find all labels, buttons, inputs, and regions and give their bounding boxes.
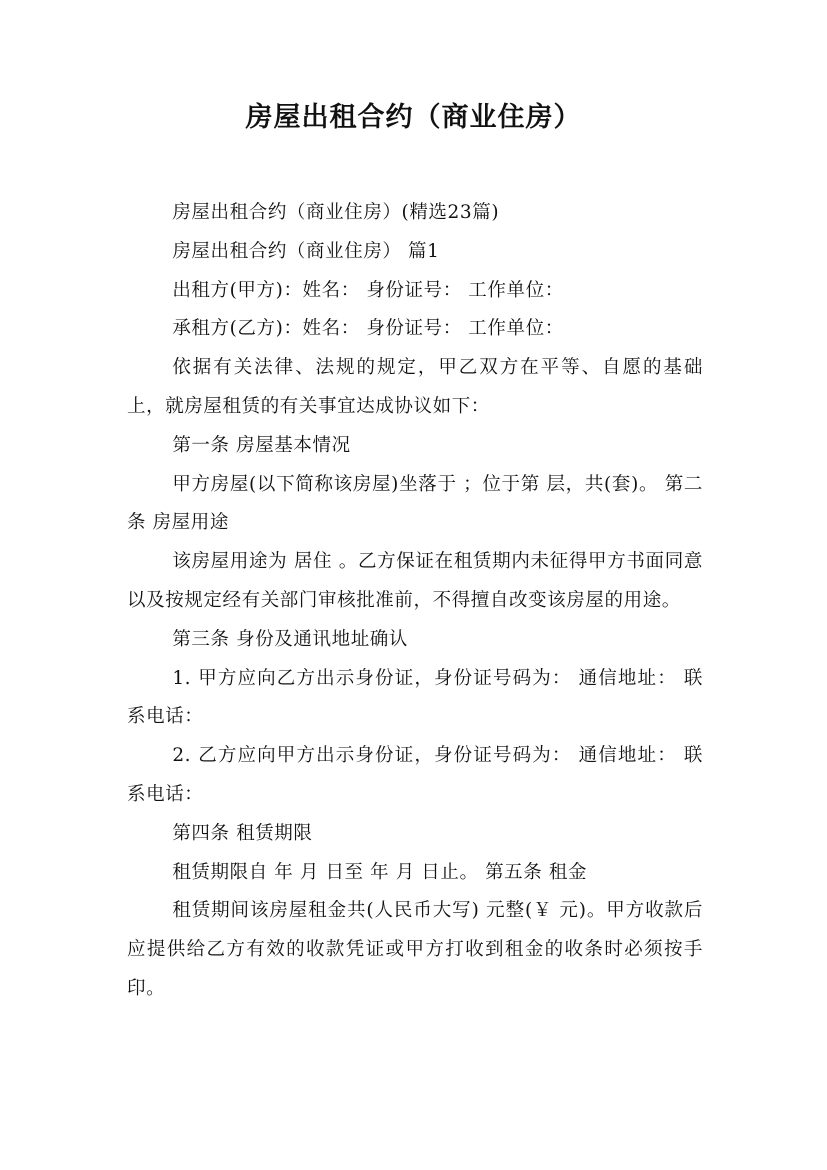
document-body [127,194,703,1009]
paragraph-article-5-body: 租赁期间该房屋租金共(人民币大写) 元整(￥ 元)。甲方收款后应提供给乙方有效的收款凭证或甲方打收到租金的收条时必须按手印。 [127,900,703,999]
paragraph-article-4-heading: 第四条 租赁期限 [172,822,313,844]
paragraph-article-1-heading: 第一条 房屋基本情况 [172,434,351,456]
paragraph-article-1-body: 甲方房屋(以下简称该房屋)坐落于 ；位于第 层，共(套)。 第二条 房屋用途 [127,473,703,534]
paragraph-article-3-heading: 第三条 身份及通讯地址确认 [172,628,408,650]
paragraph-section-heading: 房屋出租合约（商业住房） 篇1 [172,240,440,262]
paragraph-lessee: 承租方(乙方)：姓名： 身份证号： 工作单位： [172,318,564,340]
paragraph-subtitle: 房屋出租合约（商业住房）(精选23篇) [172,202,500,223]
paragraph-lessor: 出租方(甲方)：姓名： 身份证号： 工作单位： [172,279,564,301]
paragraph-article-3-item-2: 2. 乙方应向甲方出示身份证，身份证号码为： 通信地址： 联系电话： [127,745,703,805]
document-title: 房屋出租合约（商业住房） [245,102,582,133]
paragraph-preamble: 依据有关法律、法规的规定，甲乙双方在平等、自愿的基础上，就房屋租赁的有关事宜达成协议如下： [127,357,703,417]
paragraph-article-2-body: 该房屋用途为 居住 。乙方保证在租赁期内未征得甲方书面同意以及按规定经有关部门审核批准前，不得擅自改变该房屋的用途。 [127,551,703,611]
paragraph-article-3-item-1: 1. 甲方应向乙方出示身份证，身份证号码为： 通信地址： 联系电话： [127,667,703,728]
paragraph-article-4-body: 租赁期限自 年 月 日至 年 月 日止。 第五条 租金 [172,861,588,883]
